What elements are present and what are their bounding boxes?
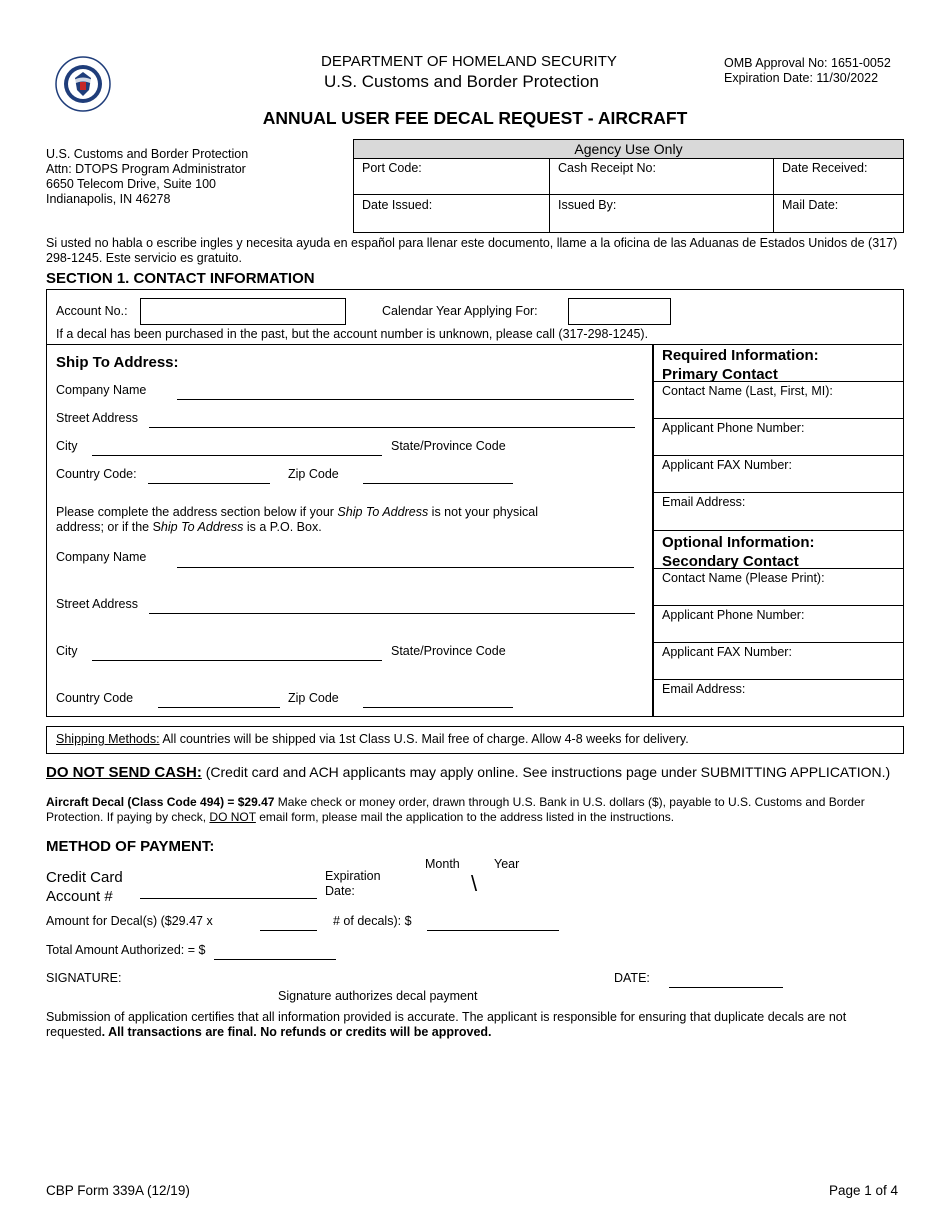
month-label: Month	[425, 857, 460, 871]
city-2-input[interactable]	[92, 660, 382, 661]
signature-note: Signature authorizes decal payment	[278, 989, 478, 1003]
calendar-year-input[interactable]	[568, 298, 671, 325]
contact-info-section	[46, 289, 904, 717]
decal-count-input[interactable]	[260, 930, 317, 931]
spanish-notice: Si usted no habla o escribe ingles y necesita ayuda en español para llenar este documento, llame a la oficina de las Aduanas de Estados Unidos de (317) 298-1245. Este servicio es gratuito.	[46, 236, 898, 265]
address-line-3: 6650 Telecom Drive, Suite 100	[46, 177, 217, 191]
primary-contact-heading: Required Information: Primary Contact	[654, 344, 904, 382]
company-name-2-label: Company Name	[56, 550, 147, 564]
secondary-email-field[interactable]: Email Address:	[662, 682, 746, 696]
state-province-label: State/Province Code	[391, 439, 506, 453]
page-number: Page 1 of 4	[829, 1183, 899, 1198]
address-line-2: Attn: DTOPS Program Administrator	[46, 162, 246, 176]
secondary-contact-heading: Optional Information: Secondary Contact	[654, 531, 904, 569]
zip-code-label: Zip Code	[288, 467, 339, 481]
account-note: If a decal has been purchased in the past, but the account number is unknown, please call (317-298-1245).	[56, 327, 649, 341]
address-line-1: U.S. Customs and Border Protection	[46, 147, 249, 161]
expiration-label-1: Expiration	[325, 869, 381, 883]
cash-receipt-cell[interactable]: Cash Receipt No:	[550, 158, 774, 195]
city-2-label: City	[56, 644, 78, 658]
dept-name: DEPARTMENT OF HOMELAND SECURITY	[321, 53, 617, 70]
form-title: ANNUAL USER FEE DECAL REQUEST - AIRCRAFT	[262, 108, 688, 128]
primary-email-field[interactable]: Email Address:	[654, 493, 904, 531]
street-address-2-label: Street Address	[56, 597, 138, 611]
certification-text: Submission of application certifies that all information provided is accurate. The applicant is responsible for ensuring that duplicate decals are not requested. All transactions are final. No refunds or credits will be approved.	[46, 1010, 847, 1039]
credit-card-label-2: Account #	[46, 888, 113, 905]
secondary-contact-name-field[interactable]: Contact Name (Please Print):	[654, 569, 904, 606]
country-code-2-input[interactable]	[158, 707, 280, 708]
company-name-label: Company Name	[56, 383, 147, 397]
primary-phone-field[interactable]: Applicant Phone Number:	[654, 419, 904, 456]
account-no-input[interactable]	[140, 298, 346, 325]
state-province-2-label: State/Province Code	[391, 644, 506, 658]
primary-contact-name-field[interactable]: Contact Name (Last, First, MI):	[654, 382, 904, 419]
shipping-methods-box: Shipping Methods: All countries will be shipped via 1st Class U.S. Mail free of charge. Allow 4-8 weeks for delivery.	[46, 726, 904, 754]
calendar-year-label: Calendar Year Applying For:	[382, 304, 538, 318]
port-code-cell[interactable]: Port Code:	[354, 158, 550, 195]
company-name-input[interactable]	[177, 399, 634, 400]
date-issued-cell[interactable]: Date Issued:	[354, 195, 550, 232]
physical-address-note: Please complete the address section below if your Ship To Address is not your physical address; or if the Ship To Address is a P.O. Box.	[56, 505, 538, 534]
secondary-phone-field[interactable]: Applicant Phone Number:	[654, 606, 904, 643]
street-address-label: Street Address	[56, 411, 138, 425]
payment-title: METHOD OF PAYMENT:	[46, 838, 215, 855]
country-code-2-label: Country Code	[56, 691, 134, 705]
address-line-4: Indianapolis, IN 46278	[46, 192, 171, 206]
agency-name: U.S. Customs and Border Protection	[324, 72, 599, 91]
zip-code-2-input[interactable]	[363, 707, 513, 708]
decal-price-info: Aircraft Decal (Class Code 494) = $29.47 Make check or money order, drawn through U.S. Bank in U.S. dollars ($), payable to U.S. Customs and Border Protection. If paying by check, DO NOT email form, please mail the application to the address listed in the instructions.	[46, 795, 865, 824]
city-label: City	[56, 439, 78, 453]
total-label: Total Amount Authorized: = $	[46, 943, 206, 957]
total-input[interactable]	[214, 959, 336, 960]
contact-column	[652, 344, 902, 716]
section1-title: SECTION 1. CONTACT INFORMATION	[46, 270, 315, 287]
street-address-input[interactable]	[149, 427, 635, 428]
expiration-label-2: Date:	[325, 884, 355, 898]
country-code-label: Country Code:	[56, 467, 137, 481]
country-code-input[interactable]	[148, 483, 270, 484]
mail-date-cell[interactable]: Mail Date:	[782, 198, 839, 212]
issued-by-cell[interactable]: Issued By:	[550, 195, 774, 232]
form-number: CBP Form 339A (12/19)	[46, 1183, 190, 1198]
dhs-seal	[55, 56, 111, 112]
agency-use-table	[353, 139, 904, 233]
company-name-2-input[interactable]	[177, 567, 634, 568]
amount-label-2: # of decals): $	[333, 914, 412, 928]
credit-card-label-1: Credit Card	[46, 869, 123, 886]
date-input[interactable]	[669, 987, 783, 988]
zip-code-2-label: Zip Code	[288, 691, 339, 705]
date-separator: \	[471, 871, 478, 896]
secondary-fax-field[interactable]: Applicant FAX Number:	[654, 643, 904, 680]
primary-fax-field[interactable]: Applicant FAX Number:	[654, 456, 904, 493]
date-received-cell[interactable]: Date Received:	[774, 158, 904, 195]
do-not-send-cash: DO NOT SEND CASH: (Credit card and ACH applicants may apply online. See instructions page under SUBMITTING APPLICATION.)	[46, 764, 891, 781]
expiration-date: Expiration Date: 11/30/2022	[724, 71, 879, 85]
amount-input[interactable]	[427, 930, 559, 931]
date-label: DATE:	[614, 971, 650, 985]
signature-label: SIGNATURE:	[46, 971, 122, 985]
agency-use-title: Agency Use Only	[354, 140, 903, 159]
city-input[interactable]	[92, 455, 382, 456]
credit-card-input[interactable]	[140, 898, 317, 899]
year-label: Year	[494, 857, 520, 871]
zip-code-input[interactable]	[363, 483, 513, 484]
amount-label: Amount for Decal(s) ($29.47 x	[46, 914, 213, 928]
account-no-label: Account No.:	[56, 304, 128, 318]
street-address-2-input[interactable]	[149, 613, 635, 614]
ship-to-heading: Ship To Address:	[56, 354, 179, 371]
omb-approval: OMB Approval No: 1651-0052	[724, 56, 891, 70]
